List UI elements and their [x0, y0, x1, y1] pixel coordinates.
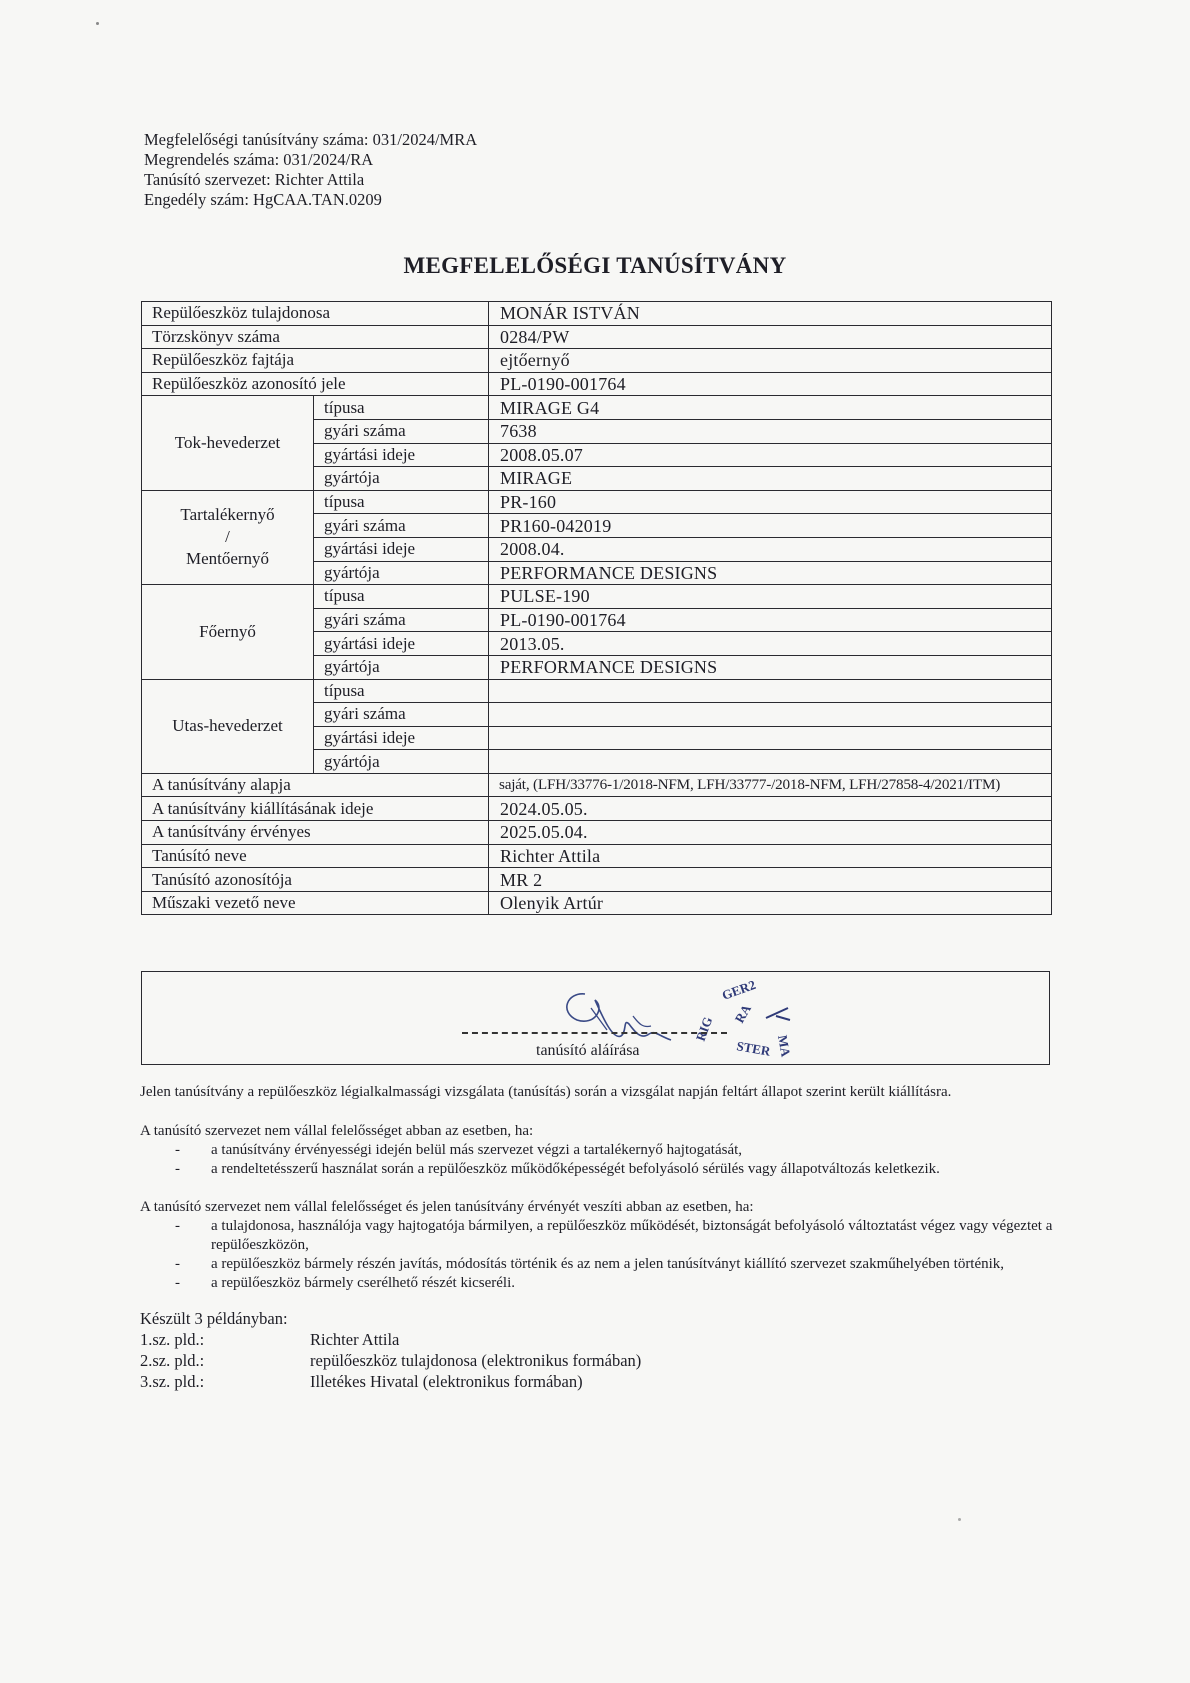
table-row	[142, 797, 1052, 821]
table-row	[142, 891, 1052, 915]
row-label: gyártási ideje	[314, 632, 489, 656]
row-value: MIRAGE G4	[489, 396, 1052, 420]
liability-section-1	[140, 1122, 1060, 1179]
table-row	[142, 372, 1052, 396]
order-number: Megrendelés száma: 031/2024/RA	[144, 150, 374, 169]
row-value: 2008.04.	[489, 537, 1052, 561]
scan-speck	[96, 22, 99, 25]
table-row	[142, 773, 1052, 797]
signature-box	[141, 971, 1050, 1065]
row-value: PERFORMANCE DESIGNS	[489, 655, 1052, 679]
row-value: 2025.05.04.	[489, 821, 1052, 845]
table-row	[142, 821, 1052, 845]
copy-row	[140, 1371, 641, 1392]
row-value: saját, (LFH/33776-1/2018-NFM, LFH/33777-/2018-NFM, LFH/27858-4/2021/ITM)	[489, 773, 1052, 797]
cert-number: Megfelelőségi tanúsítvány száma: 031/2024/MRA	[144, 130, 478, 149]
row-value: 2024.05.05.	[489, 797, 1052, 821]
row-value	[489, 750, 1052, 774]
copy-label: 2.sz. pld.:	[140, 1351, 205, 1370]
row-label: Repülőeszköz fajtája	[142, 349, 489, 373]
table-row	[142, 679, 1052, 703]
row-value: MIRAGE	[489, 467, 1052, 491]
row-label: gyári száma	[314, 419, 489, 443]
group-passenger-harness: Utas-hevederzet	[142, 679, 314, 773]
row-label: gyártási ideje	[314, 726, 489, 750]
signature-line	[462, 1032, 727, 1034]
liability-list	[140, 1141, 1060, 1179]
copy-recipient: repülőeszköz tulajdonosa (elektronikus formában)	[310, 1351, 642, 1370]
svg-text:GER2: GER2	[719, 976, 758, 1003]
row-value: Olenyik Artúr	[489, 891, 1052, 915]
document-title: MEGFELELŐSÉGI TANÚSÍTVÁNY	[403, 253, 787, 278]
liability-list	[140, 1217, 1060, 1293]
copies-heading: Készült 3 példányban:	[140, 1309, 288, 1328]
copy-label: 3.sz. pld.:	[140, 1372, 205, 1391]
row-label: A tanúsítvány érvényes	[142, 821, 489, 845]
table-row	[142, 490, 1052, 514]
row-label: gyártója	[314, 655, 489, 679]
row-label: gyártója	[314, 467, 489, 491]
certificate-table	[141, 301, 1052, 915]
row-value: MR 2	[489, 868, 1052, 892]
list-item: - a repülőeszköz bármely cserélhető részét kicseréli.	[140, 1274, 1060, 1293]
certifying-organization: Tanúsító szervezet: Richter Attila	[144, 170, 365, 189]
table-row	[142, 349, 1052, 373]
row-label: gyártója	[314, 750, 489, 774]
row-value: PL-0190-001764	[489, 608, 1052, 632]
row-value: PULSE-190	[489, 585, 1052, 609]
table-row	[142, 325, 1052, 349]
row-label: A tanúsítvány kiállításának ideje	[142, 797, 489, 821]
svg-text:RA: RA	[731, 1001, 754, 1026]
scan-speck	[958, 1518, 961, 1521]
row-value: PERFORMANCE DESIGNS	[489, 561, 1052, 585]
row-label: gyári száma	[314, 514, 489, 538]
row-value	[489, 726, 1052, 750]
row-label: Tanúsító neve	[142, 844, 489, 868]
list-item: - a tulajdonosa, használója vagy hajtogatója bármilyen, a repülőeszköz működését, biztonságát befolyásoló változtatást végez vagy végeztet a repülőeszközön,	[140, 1217, 1060, 1255]
list-item: - a repülőeszköz bármely részén javítás, módosítás történik és az nem a jelen tanúsítványt kiállító szervezet szakműhelyében történik,	[140, 1255, 1060, 1274]
row-label: Repülőeszköz azonosító jele	[142, 372, 489, 396]
row-label: Törzskönyv száma	[142, 325, 489, 349]
row-value: PR160-042019	[489, 514, 1052, 538]
row-label: A tanúsítvány alapja	[142, 773, 489, 797]
license-number: Engedély szám: HgCAA.TAN.0209	[144, 190, 382, 209]
certificate-header	[144, 130, 477, 210]
copy-recipient: Illetékes Hivatal (elektronikus formában)	[310, 1372, 583, 1391]
row-label: típusa	[314, 396, 489, 420]
row-label: gyári száma	[314, 703, 489, 727]
row-label: gyártója	[314, 561, 489, 585]
row-value	[489, 679, 1052, 703]
copy-row	[140, 1350, 641, 1371]
group-reserve-parachute	[142, 490, 314, 584]
copy-label: 1.sz. pld.:	[140, 1330, 205, 1349]
liability-intro: A tanúsító szervezet nem vállal felelősséget és jelen tanúsítvány érvényét veszíti abban az esetben, ha:	[140, 1199, 754, 1215]
row-value: 0284/PW	[489, 325, 1052, 349]
group-main-canopy: Főernyő	[142, 585, 314, 679]
row-label: Repülőeszköz tulajdonosa	[142, 302, 489, 326]
row-value: Richter Attila	[489, 844, 1052, 868]
table-row	[142, 585, 1052, 609]
row-value: 7638	[489, 419, 1052, 443]
row-label: gyártási ideje	[314, 537, 489, 561]
table-row	[142, 844, 1052, 868]
group-harness-container: Tok-hevederzet	[142, 396, 314, 490]
row-value: MONÁR ISTVÁN	[489, 302, 1052, 326]
row-value: PL-0190-001764	[489, 372, 1052, 396]
list-item: - a rendeltetésszerű használat során a repülőeszköz működőképességét befolyásoló sérülés vagy állapotváltozás keletkezik.	[140, 1160, 1060, 1179]
signature-caption: tanúsító aláírása	[536, 1042, 640, 1059]
row-value	[489, 703, 1052, 727]
row-label: Műszaki vezető neve	[142, 891, 489, 915]
row-label: gyári száma	[314, 608, 489, 632]
row-value: 2008.05.07	[489, 443, 1052, 467]
row-value: PR-160	[489, 490, 1052, 514]
row-value: 2013.05.	[489, 632, 1052, 656]
liability-intro: A tanúsító szervezet nem vállal felelősséget abban az esetben, ha:	[140, 1123, 534, 1139]
group-name-line: Mentőernyő	[185, 549, 270, 569]
copies-section	[140, 1308, 641, 1392]
row-value: ejtőernyő	[489, 349, 1052, 373]
row-label: típusa	[314, 679, 489, 703]
list-item: - a tanúsítvány érvényességi idején belül más szervezet végzi a tartalékernyő hajtogatását,	[140, 1141, 1060, 1160]
group-name-line: Tartalékernyő	[180, 505, 275, 525]
svg-text:STER: STER	[735, 1038, 772, 1059]
svg-text:MA: MA	[775, 1033, 794, 1058]
copy-recipient: Richter Attila	[310, 1330, 400, 1349]
row-label: gyártási ideje	[314, 443, 489, 467]
table-row	[142, 868, 1052, 892]
group-name-line: /	[225, 527, 230, 547]
issuance-note: Jelen tanúsítvány a repülőeszköz légialkalmassági vizsgálata (tanúsítás) során a vizsgálat napján feltárt állapot szerint került kiállításra.	[140, 1084, 952, 1100]
row-label: típusa	[314, 490, 489, 514]
table-row	[142, 302, 1052, 326]
row-label: Tanúsító azonosítója	[142, 868, 489, 892]
row-label: típusa	[314, 585, 489, 609]
copy-row	[140, 1329, 641, 1350]
svg-text:RIG: RIG	[692, 1014, 716, 1044]
table-row	[142, 396, 1052, 420]
liability-section-2	[140, 1198, 1060, 1293]
rigger-stamp	[692, 976, 806, 1060]
